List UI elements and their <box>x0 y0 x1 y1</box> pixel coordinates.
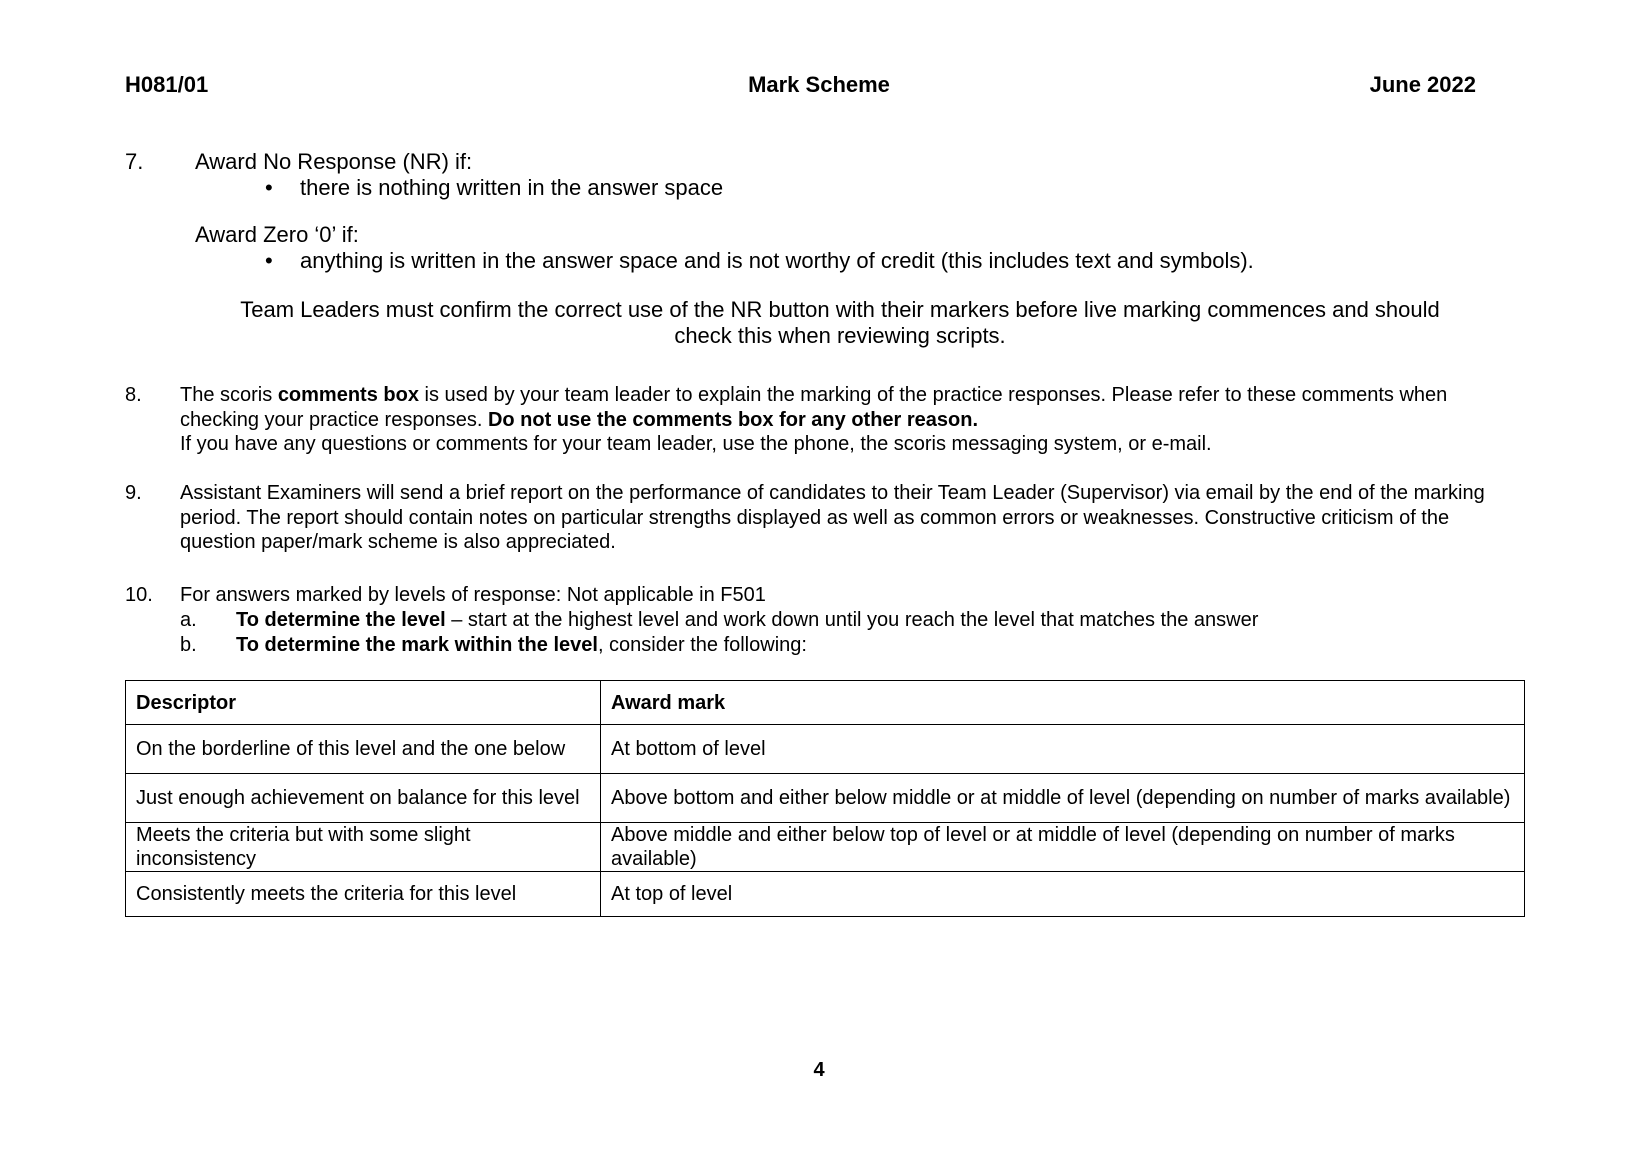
item-b-text: , consider the following: <box>597 634 807 656</box>
descriptor-cell: On the borderline of this level and the one below <box>126 725 601 774</box>
descriptor-cell: Meets the criteria but with some slight inconsistency <box>126 823 601 872</box>
item-b-bold: To determine the mark within the level <box>236 634 598 656</box>
section-8-number: 8. <box>125 384 142 406</box>
header-descriptor: Descriptor <box>126 681 601 725</box>
item-b-label: b. <box>180 634 197 656</box>
section-7-number: 7. <box>125 149 144 174</box>
section-8-bold: comments box <box>277 384 419 406</box>
section-10-intro: For answers marked by levels of response: Not applicable in F501 <box>180 584 766 606</box>
page-number: 4 <box>813 1059 825 1081</box>
table-row <box>126 872 1525 917</box>
section-8-warning: Do not use the comments box for any other reason. <box>487 408 979 431</box>
zero-bullet-text: anything is written in the answer space and is not worthy of credit (this includes text and symbols). <box>300 248 1254 273</box>
bullet-icon: • <box>265 248 273 273</box>
award-mark-cell: Above middle and either below top of level or at middle of level (depending on number of marks available) <box>601 823 1525 872</box>
table-header-row <box>126 681 1525 725</box>
section-10-item-a <box>180 608 1258 633</box>
nr-bullet-item <box>265 174 723 201</box>
section-10-number: 10. <box>125 584 153 606</box>
zero-bullet-item <box>265 247 1254 274</box>
section-10-item-b <box>180 633 807 658</box>
nr-intro: Award No Response (NR) if: <box>195 149 473 174</box>
section-9-body: Assistant Examiners will send a brief report on the performance of candidates to their Team Leader (Supervisor) via email by the end of the marking period. The report should contain notes on particular strengths displayed as well as common errors or weaknesses. Constructive criticism of the question paper/mark scheme is also appreciated. <box>180 482 1485 553</box>
descriptor-cell: Consistently meets the criteria for this level <box>126 872 601 917</box>
table-row <box>126 725 1525 774</box>
bullet-icon: • <box>265 175 273 200</box>
item-a-text: – start at the highest level and work down until you reach the level that matches the answer <box>445 609 1259 631</box>
section-8-contact: If you have any questions or comments for your team leader, use the phone, the scoris messaging system, or e-mail. <box>180 433 1212 455</box>
section-8-text: is used by your team leader to explain the marking of the practice responses. Please refer to these comments when checking your practice responses. <box>180 384 1448 431</box>
document-title: Mark Scheme <box>748 72 890 97</box>
document-date: June 2022 <box>1369 72 1476 97</box>
item-a-bold: To determine the level <box>236 609 446 631</box>
levels-table <box>125 680 1525 917</box>
table-row <box>126 774 1525 823</box>
descriptor-cell: Just enough achievement on balance for this level <box>126 774 601 823</box>
document-code: H081/01 <box>125 72 209 97</box>
team-leader-note-line-1: Team Leaders must confirm the correct use of the NR button with their markers before live marking commences and should <box>240 297 1440 322</box>
header-award-mark: Award mark <box>601 681 1525 725</box>
section-8-body <box>180 383 1525 457</box>
award-mark-cell: Above bottom and either below middle or at middle of level (depending on number of marks available) <box>601 774 1525 823</box>
award-mark-cell: At top of level <box>601 872 1525 917</box>
section-9-number: 9. <box>125 482 142 504</box>
nr-bullet-text: there is nothing written in the answer space <box>300 175 724 200</box>
team-leader-note-line-2: check this when reviewing scripts. <box>674 323 1006 348</box>
section-8-text: The scoris <box>180 384 278 406</box>
zero-intro: Award Zero ‘0’ if: <box>195 222 359 247</box>
table-row <box>126 823 1525 872</box>
award-mark-cell: At bottom of level <box>601 725 1525 774</box>
item-a-label: a. <box>180 609 197 631</box>
